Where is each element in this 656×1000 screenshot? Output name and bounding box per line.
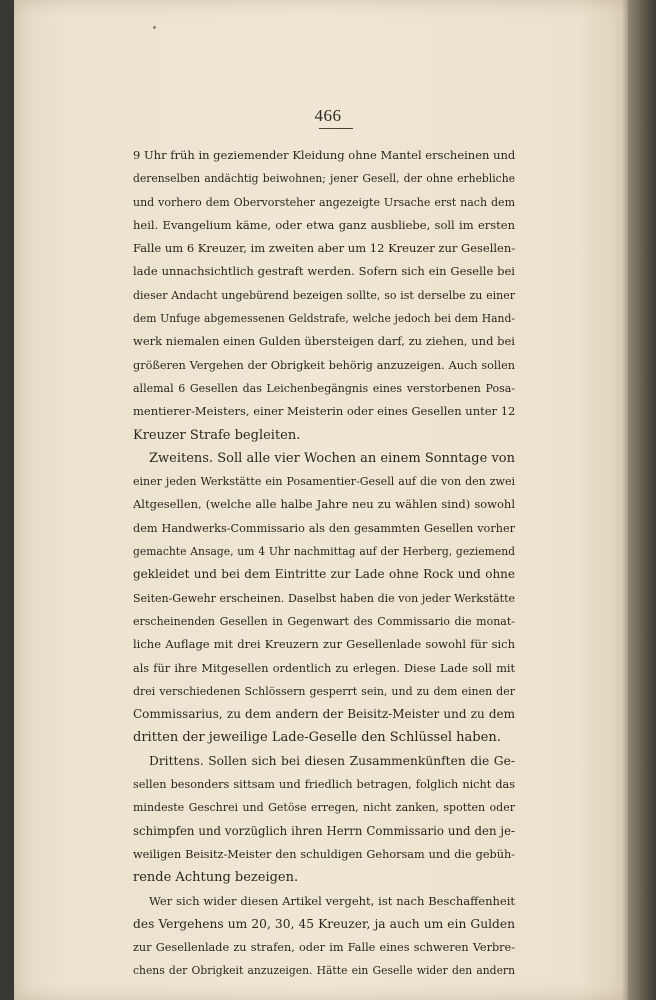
text-line: gemachte Ansage, um 4 Uhr nachmittag auf der Herberg, geziemend (133, 545, 515, 559)
text-line: rende Achtung bezeigen. (133, 870, 299, 886)
text-line: heil. Evangelium käme, oder etwa ganz ausbliebe, soll im ersten (133, 217, 515, 232)
text-line: einer jeden Werkstätte ein Posamentier-Gesell auf die von den zwei (133, 475, 515, 489)
text-line: Drittens. Sollen sich bei diesen Zusammenkünften die Ge- (149, 753, 515, 768)
text-line: mindeste Geschrei und Getöse erregen, nicht zanken, spotten oder (133, 801, 515, 815)
text-line: gekleidet und bei dem Eintritte zur Lade ohne Rock und ohne (133, 567, 515, 582)
text-line: des Vergehens um 20, 30, 45 Kreuzer, ja auch um ein Gulden (133, 916, 515, 931)
text-line: mentierer-Meisters, einer Meisterin oder eines Gesellen unter 12 (133, 404, 515, 419)
text-line: drei verschiedenen Schlössern gesperrt sein, und zu dem einen der (133, 684, 515, 698)
text-line: zur Gesellenlade zu strafen, oder im Falle eines schweren Verbre- (133, 941, 515, 955)
text-line: Wer sich wider diesen Artikel vergeht, ist nach Beschaffenheit (149, 893, 515, 908)
text-line: größeren Vergehen der Obrigkeit behörig anzuzeigen. Auch sollen (133, 358, 515, 372)
text-line: 9 Uhr früh in geziemender Kleidung ohne Mantel erscheinen und (133, 148, 515, 162)
text-line: Zweitens. Soll alle vier Wochen an einem Sonntage von (149, 450, 515, 466)
page-number-underline (319, 128, 353, 129)
text-line: Commissarius, zu dem andern der Beisitz-Meister und zu dem (133, 707, 515, 722)
text-line: schimpfen und vorzüglich ihren Herrn Commissario und den je- (133, 823, 515, 838)
text-line: Seiten-Gewehr erscheinen. Daselbst haben die von jeder Werkstätte (133, 591, 515, 605)
text-line: Altgesellen, (welche alle halbe Jahre neu zu wählen sind) sowohl (133, 497, 515, 512)
book-spine (628, 0, 656, 1000)
text-line: werk niemalen einen Gulden übersteigen darf, zu ziehen, und bei (133, 334, 515, 349)
text-line: lade unnachsichtlich gestraft werden. Sofern sich ein Geselle bei (133, 264, 515, 279)
text-line: weiligen Beisitz-Meister den schuldigen Gehorsam und die gebüh- (133, 847, 515, 861)
text-line: liche Auflage mit drei Kreuzern zur Gesellenlade sowohl für sich (133, 637, 515, 652)
text-line: und vorhero dem Obervorsteher angezeigte Ursache erst nach dem (133, 195, 515, 209)
text-line: sellen besonders sittsam und friedlich betragen, folglich nicht das (133, 778, 515, 792)
text-line: als für ihre Mitgesellen ordentlich zu erlegen. Diese Lade soll mit (133, 661, 515, 675)
text-line: dieser Andacht ungebürend bezeigen sollte, so ist derselbe zu einer (133, 288, 515, 302)
text-line: dem Unfuge abgemessenen Geldstrafe, welche jedoch bei dem Hand- (133, 312, 515, 326)
text-line: derenselben andächtig beiwohnen; jener Gesell, der ohne erhebliche (133, 172, 515, 186)
text-line: dritten der jeweilige Lade-Geselle den Schlüssel haben. (133, 730, 501, 746)
page-number: 466 (314, 106, 342, 125)
text-line: Falle um 6 Kreuzer, im zweiten aber um 12 Kreuzer zur Gesellen- (133, 241, 515, 256)
text-line: chens der Obrigkeit anzuzeigen. Hätte ein Geselle wider den andern (133, 964, 515, 978)
paper-speck (153, 26, 156, 29)
text-line: dem Handwerks-Commissario als den gesammten Gesellen vorher (133, 521, 515, 535)
text-line: Kreuzer Strafe begleiten. (133, 427, 301, 443)
text-line: allemal 6 Gesellen das Leichenbegängnis eines verstorbenen Posa- (133, 381, 515, 395)
body-text (133, 144, 515, 983)
text-line: erscheinenden Gesellen in Gegenwart des Commissario die monat- (133, 614, 515, 628)
